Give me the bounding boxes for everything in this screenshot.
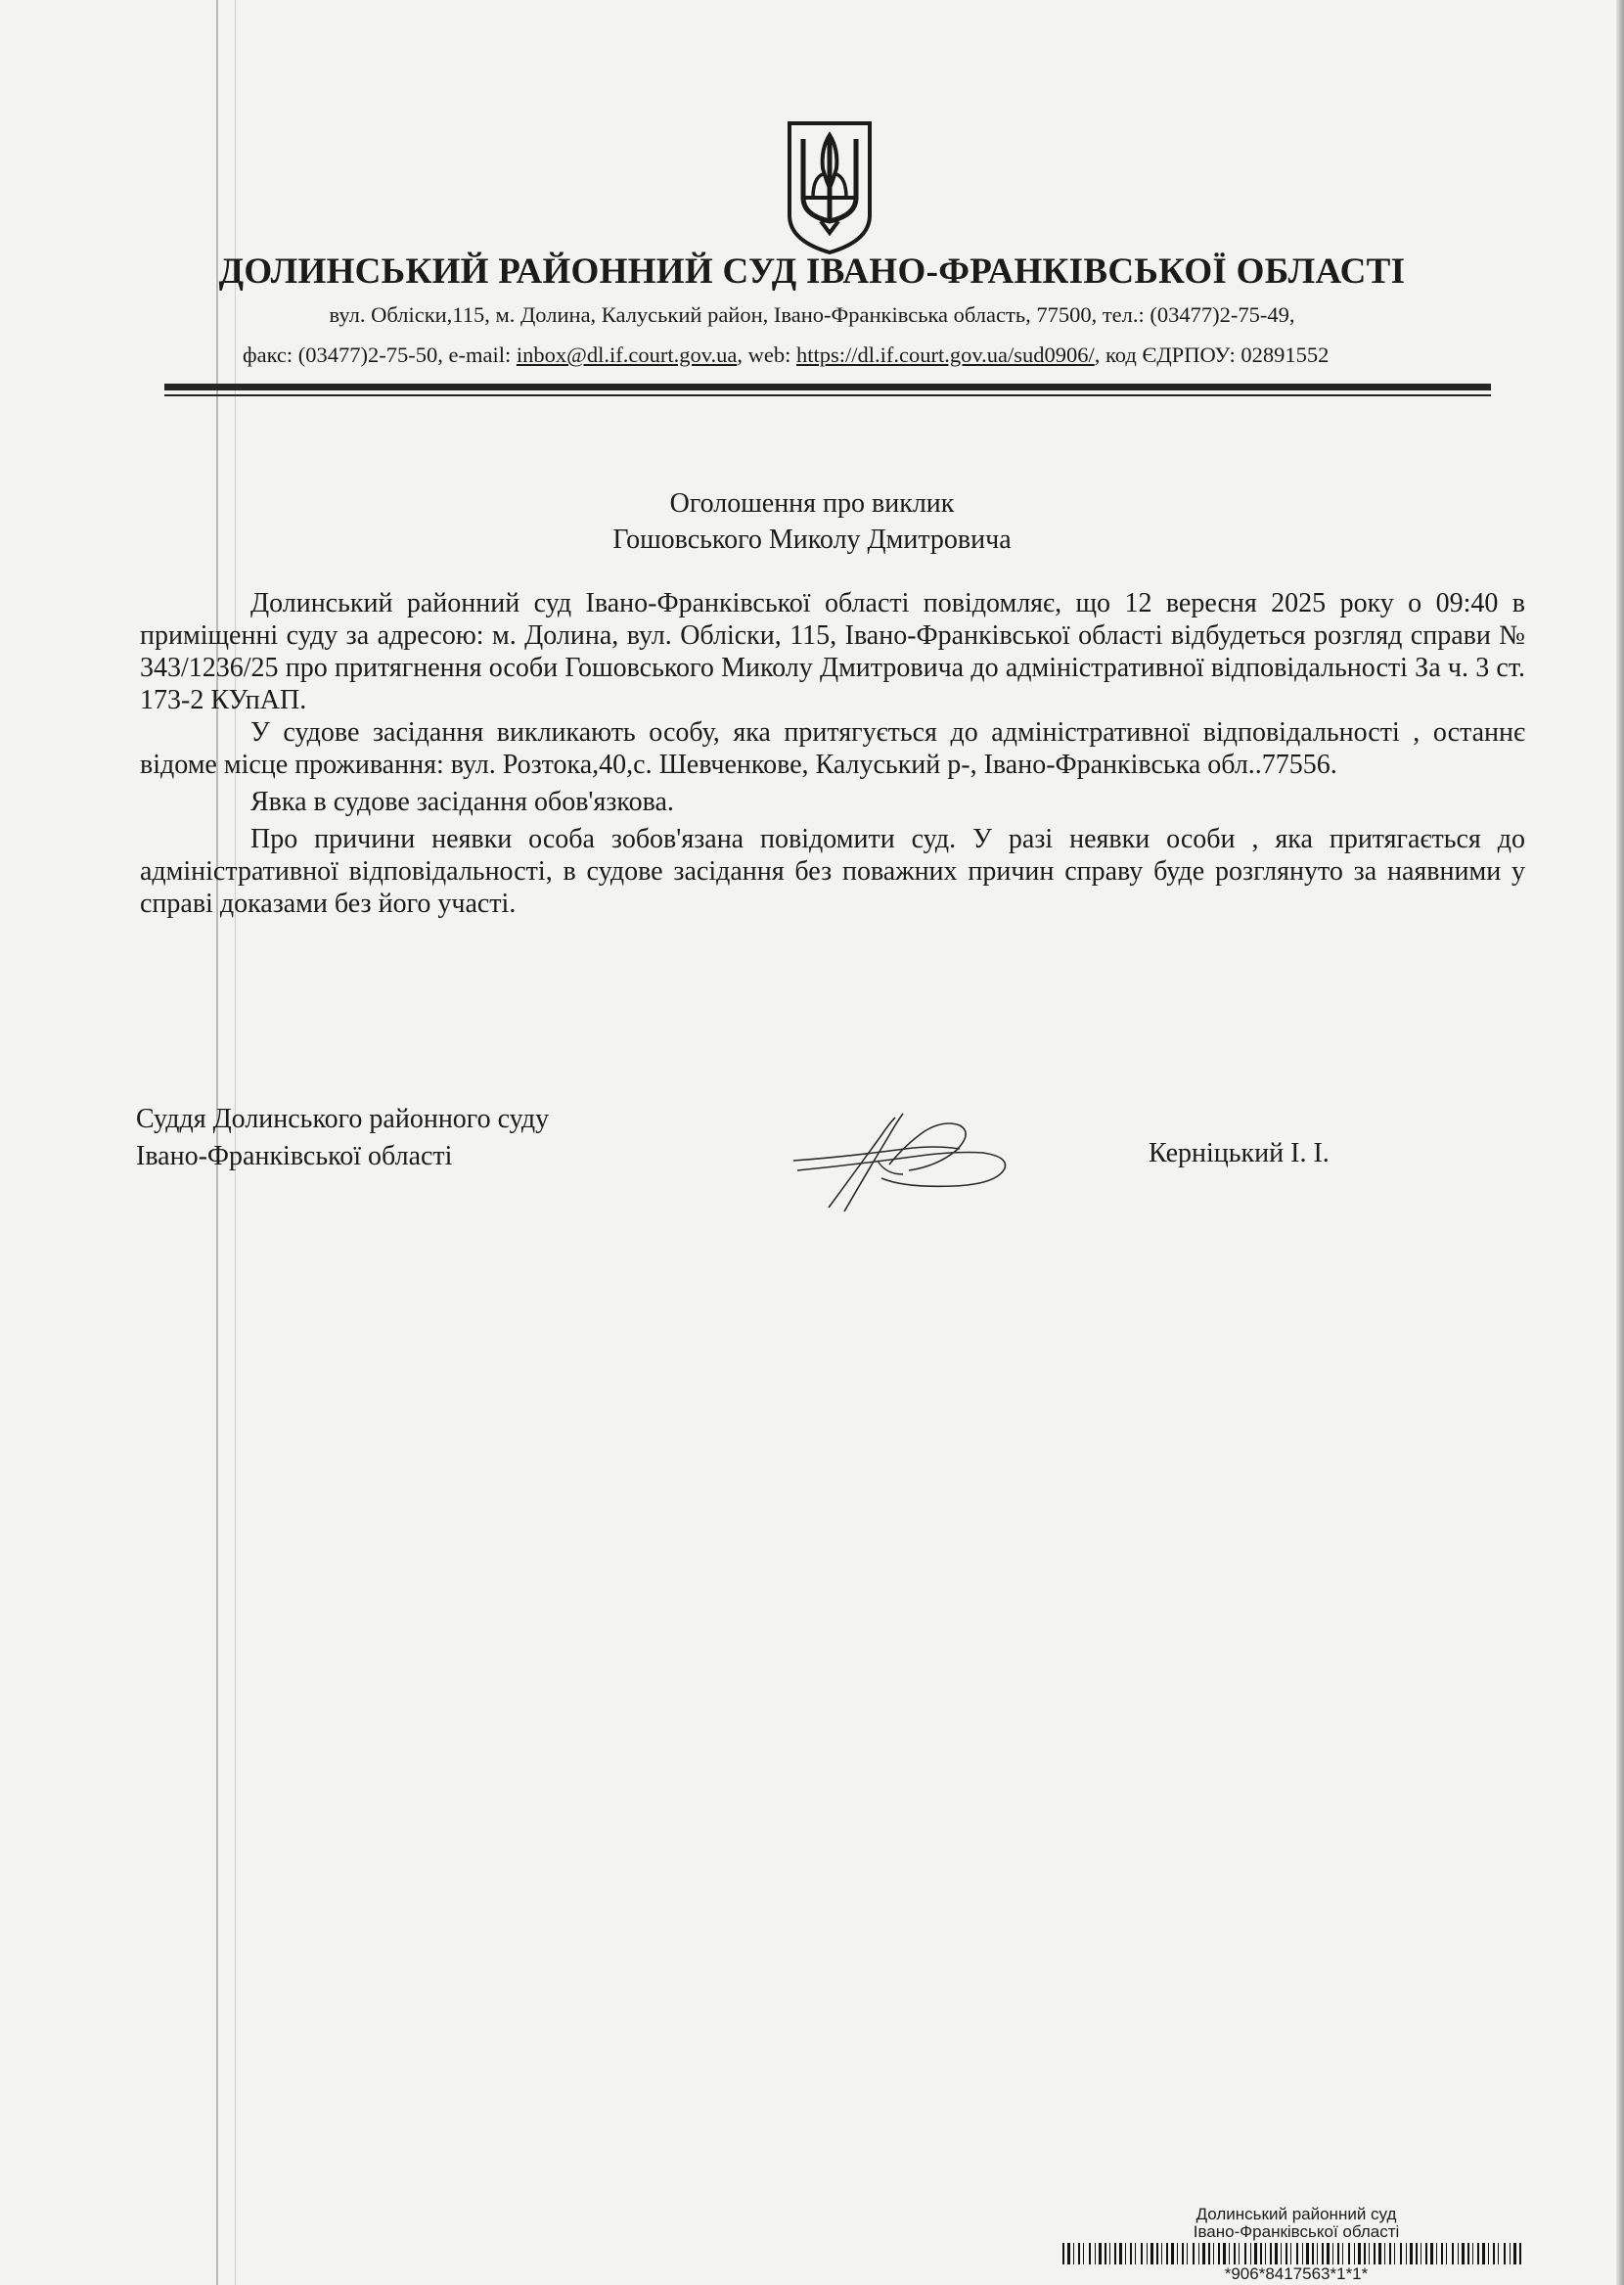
paragraph-hearing-info: Долинський районний суд Івано-Франківської області повідомляє, що 12 вересня 2025 року о 09:40 в приміщенні суду за адресою: м. Долина, вул. Обліски, 115, Івано-Франківської області відбудеться розгляд справи № 343/1236/25 про притягнення особи Гошовського Миколу Дмитровича до адміністративної відповідальності За ч. 3 ст. 173-2 КУпАП. [140, 588, 1525, 715]
court-name-heading: ДОЛИНСЬКИЙ РАЙОННИЙ СУД ІВАНО-ФРАНКІВСЬКОЇ ОБЛАСТІ [218, 251, 1406, 292]
paragraph-absence: Про причини неявки особа зобов'язана повідомити суд. У разі неявки особи , яка притягається до адміністративної відповідальності, в судове засідання без поважних причин справу буде розглянуто за наявними у справі доказами без його участі. [140, 824, 1525, 919]
fax-text: факс: (03477)2-75-50, e-mail: [243, 343, 517, 367]
web-label: , web: [737, 343, 796, 367]
barcode-caption-line: Івано-Франківської області [1193, 2222, 1400, 2241]
notice-person-name: Гошовського Миколу Дмитровича [612, 525, 1012, 555]
paragraph-attendance: Явка в судове засідання обов'язкова. [250, 787, 674, 817]
scan-edge-shadow [1616, 0, 1624, 2285]
header-divider-thin [164, 394, 1491, 396]
judge-position [136, 1101, 549, 1175]
handwritten-signature [788, 1106, 1022, 1213]
judge-position-line: Івано-Франківської області [136, 1141, 453, 1171]
court-contacts [243, 343, 1446, 368]
coat-of-arms-emblem [786, 119, 874, 256]
notice-body [140, 587, 1525, 920]
barcode-caption [1154, 2206, 1438, 2241]
judge-name: Керніцький І. І. [1149, 1138, 1330, 1168]
court-address: вул. Обліски,115, м. Долина, Калуський район, Івано-Франківська область, 77500, тел.: (03477)2-75-49, [329, 302, 1295, 327]
edrpou-text: , код ЄДРПОУ: 02891552 [1094, 343, 1330, 367]
email-link[interactable]: inbox@dl.if.court.gov.ua [516, 343, 738, 367]
judge-position-line: Суддя Долинського районного суду [136, 1104, 550, 1134]
barcode-number: *906*8417563*1*1* [1224, 2264, 1369, 2283]
paragraph-summons: У судове засідання викликають особу, яка притягується до адміністративної відповідальності , останнє відоме місце проживання: вул. Розтока,40,с. Шевченкове, Калуський р-, Івано-Франківська обл..77556. [140, 717, 1525, 780]
website-link[interactable]: https://dl.if.court.gov.ua/sud0906/ [795, 343, 1095, 367]
header-divider [164, 384, 1491, 390]
notice-title [0, 485, 1624, 558]
barcode [1062, 2243, 1522, 2264]
notice-title-line: Оголошення про виклик [669, 488, 955, 519]
barcode-caption-line: Долинський районний суд [1195, 2205, 1397, 2223]
